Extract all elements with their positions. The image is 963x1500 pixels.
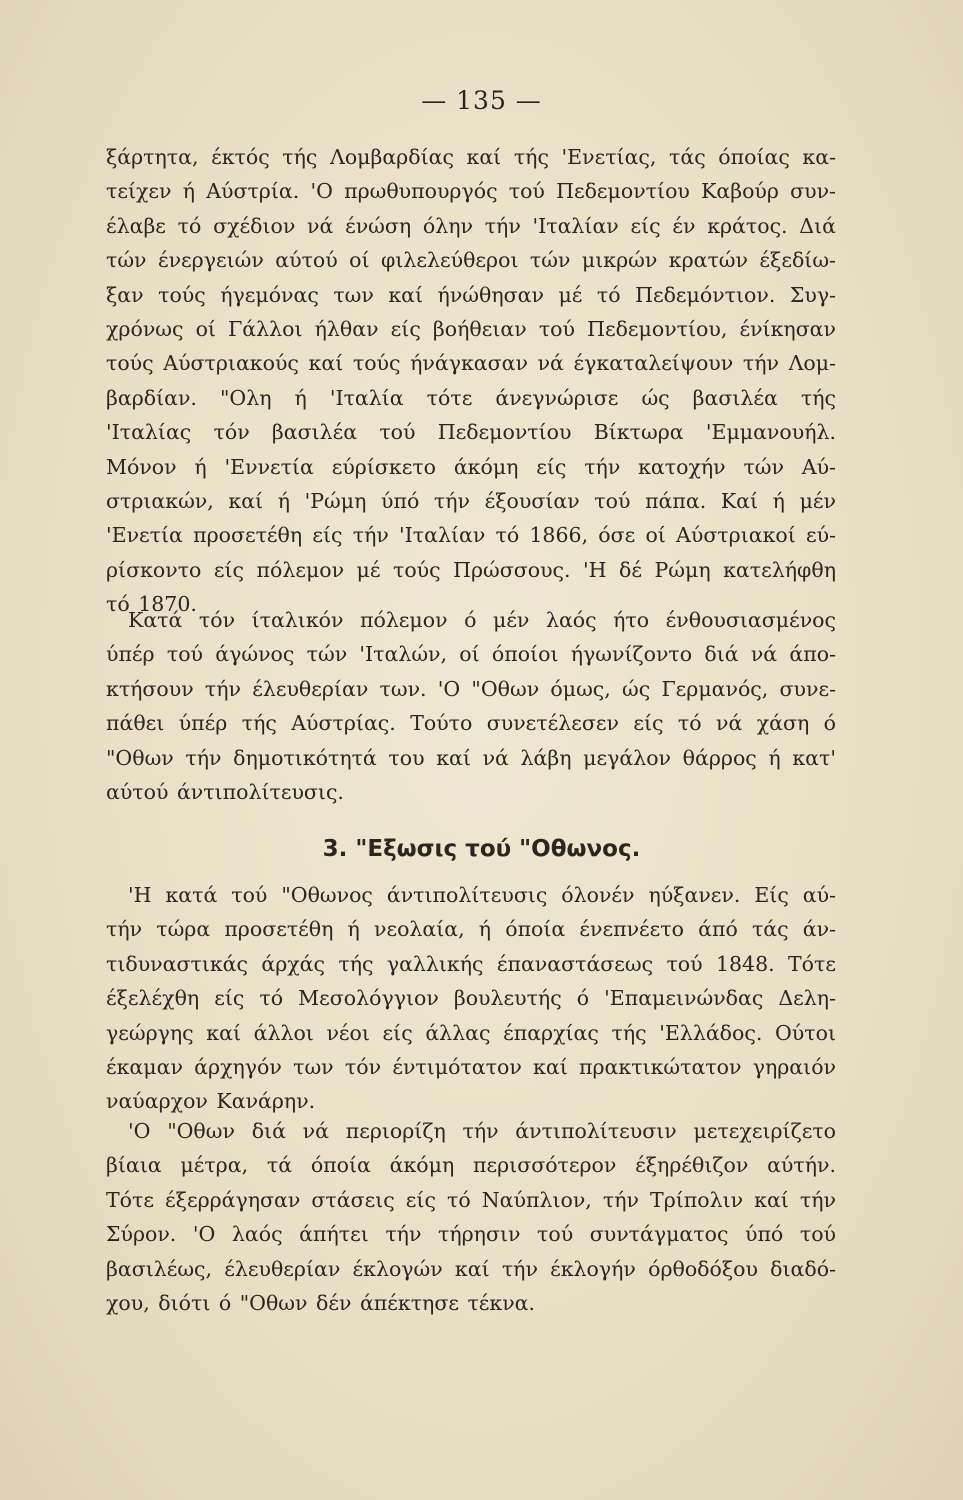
text-line: ρίσκοντο είς πόλεμον μέ τούς Πρώσσους. 'Η δέ Ρώμη κατελήφθη	[106, 557, 836, 582]
text-line: τό 1870.	[106, 592, 197, 617]
section-heading: 3. "Εξωσις τού "Οθωνος.	[322, 836, 641, 862]
text-line: βασιλέως, έλευθερίαν έκλογών καί τήν έκλογήν όρθοδόξου διαδό-	[106, 1256, 836, 1281]
paragraph-measures	[106, 1114, 836, 1320]
text-line: κτήσουν τήν έλευθερίαν των. 'Ο "Οθων όμως, ώς Γερμανός, συνε-	[106, 676, 836, 701]
text-line: βαρδίαν. "Ολη ή 'Ιταλία τότε άνεγνώρισε ώς βασιλέα τής	[106, 385, 836, 410]
text-line: βίαια μέτρα, τά όποία άκόμη περισσότερον έξηρέθιζον αύτήν.	[106, 1153, 836, 1178]
text-line: γεώργης καί άλλοι νέοι είς άλλας έπαρχίας τής 'Ελλάδος. Ούτοι	[106, 1020, 836, 1045]
paragraph-opposition	[106, 878, 836, 1119]
paragraph-italian-war	[106, 603, 836, 809]
text-line: χρόνως οί Γάλλοι ήλθαν είς βοήθειαν τού Πεδεμοντίου, ένίκησαν	[106, 317, 836, 342]
text-line: έξελέχθη είς τό Μεσολόγγιον βουλευτής ό 'Επαμεινώνδας Δελη-	[106, 986, 836, 1011]
text-line: χου, διότι ό "Οθων δέν άπέκτησε τέκνα.	[106, 1291, 536, 1316]
text-line: 'Ιταλίας τόν βασιλέα τού Πεδεμοντίου Βίκτωρα 'Εμμανουήλ.	[106, 420, 836, 445]
text-line: στριακών, καί ή 'Ρώμη ύπό τήν έξουσίαν τού πάπα. Καί ή μέν	[106, 489, 836, 514]
text-line: αύτού άντιπολίτευσις.	[106, 780, 344, 805]
text-line: Σύρον. 'Ο λαός άπήτει τήν τήρησιν τού συντάγματος ύπό τού	[106, 1222, 836, 1247]
text-line: πάθει ύπέρ τής Αύστρίας. Τούτο συνετέλεσεν είς τό νά χάση ό	[106, 711, 836, 736]
text-line: έλαβε τό σχέδιον νά ένώση όλην τήν 'Ιταλίαν είς έν κράτος. Διά	[106, 213, 836, 238]
text-line: τούς Αύστριακούς καί τούς ήνάγκασαν νά έγκαταλείψουν τήν Λομ-	[106, 351, 836, 376]
text-line: τιδυναστικάς άρχάς τής γαλλικής έπαναστάσεως τού 1848. Τότε	[106, 951, 836, 976]
text-line: ναύαρχον Κανάρην.	[106, 1089, 316, 1114]
text-line: "Οθων τήν δημοτικότητά του καί νά λάβη μεγάλον θάρρος ή κατ'	[106, 745, 836, 770]
text-line: 'Η κατά τού "Οθωνος άντιπολίτευσις όλονέν ηύξανεν. Είς αύ-	[128, 883, 836, 907]
text-line: Μόνον ή 'Εννετία εύρίσκετο άκόμη είς τήν κατοχήν τών Αύ-	[106, 454, 836, 479]
text-line: 'Ενετία προσετέθη είς τήν 'Ιταλίαν τό 1866, όσε οί Αύστριακοί εύ-	[106, 523, 836, 548]
text-line: τήν τώρα προσετέθη ή νεολαία, ή όποία ένεπνέετο άπό τάς άν-	[106, 917, 836, 942]
text-line: Τότε έξερράγησαν στάσεις είς τό Ναύπλιον, τήν Τρίπολιν καί τήν	[106, 1187, 836, 1212]
text-line: Κατά τόν ίταλικόν πόλεμον ό μέν λαός ήτο ένθουσιασμένος	[128, 608, 836, 632]
text-line: έκαμαν άρχηγόν των τόν έντιμότατον καί πρακτικώτατον γηραιόν	[106, 1055, 836, 1080]
text-line: ξαν τούς ήγεμόνας των καί ήνώθησαν μέ τό Πεδεμόντιον. Συγ-	[106, 282, 836, 307]
text-line: τείχεν ή Αύστρία. 'Ο πρωθυπουργός τού Πεδεμοντίου Καβούρ συν-	[106, 179, 836, 204]
text-line: ξάρτητα, έκτός τής Λομβαρδίας καί τής 'Ενετίας, τάς όποίας κα-	[106, 145, 836, 169]
text-line: ύπέρ τού άγώνος τών 'Ιταλών, οί όποίοι ήγωνίζοντο διά νά άπο-	[106, 642, 836, 667]
text-line: 'Ο "Οθων διά νά περιορίζη τήν άντιπολίτευσιν μετεχειρίζετο	[128, 1119, 836, 1143]
text-line: τών ένεργειών αύτού οί φιλελεύθεροι τών μικρών κρατών έξεδίω-	[106, 248, 836, 273]
paragraph-continued	[106, 140, 836, 622]
page-number: — 135 —	[421, 86, 542, 115]
